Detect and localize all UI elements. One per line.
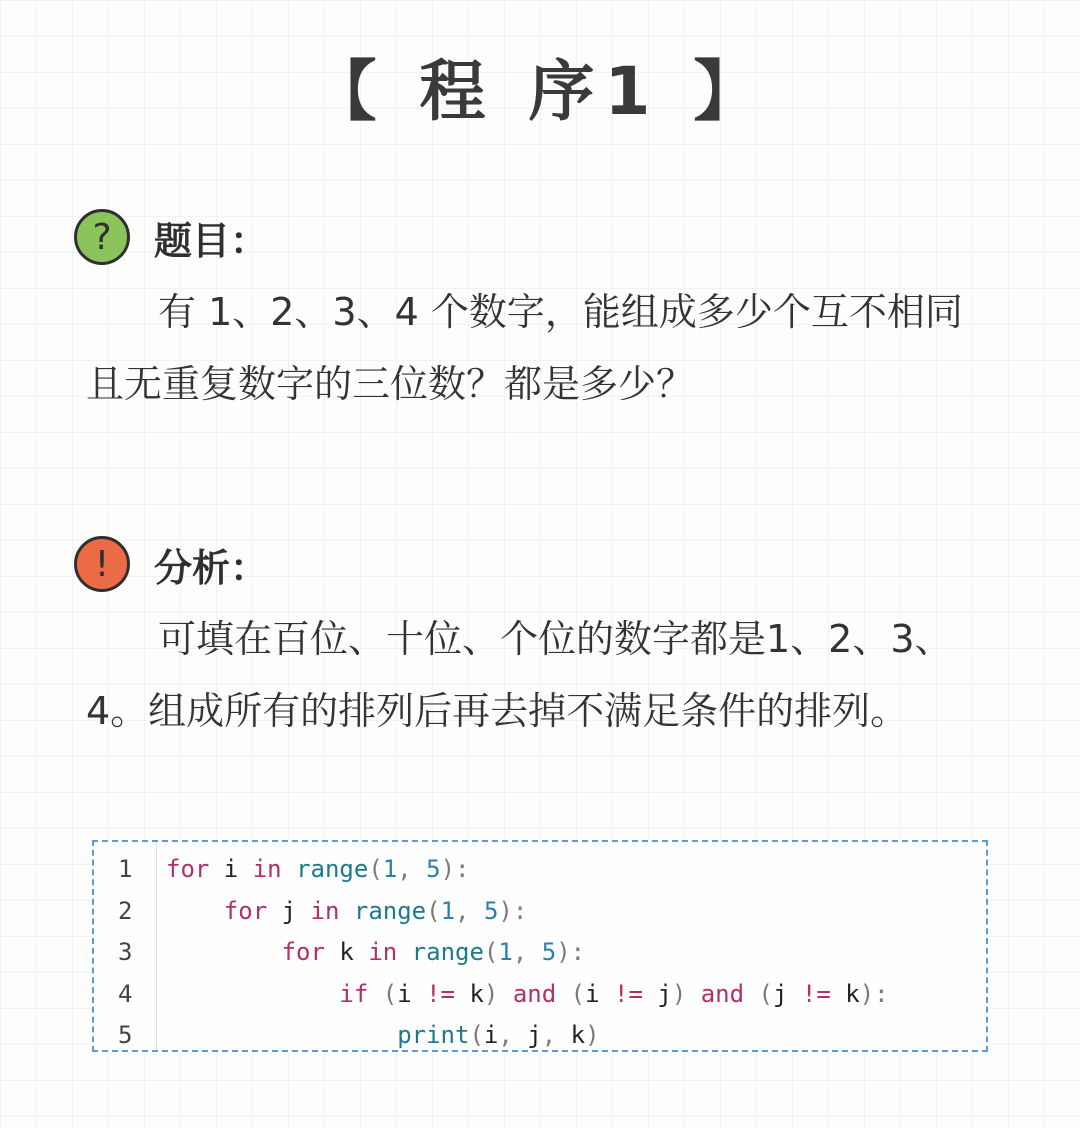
analysis-text: 可填在百位、十位、个位的数字都是1、2、3、4。组成所有的排列后再去掉不满足条件的排列。 [86,617,953,733]
question-header [74,206,268,268]
line-number: 3 [118,938,133,966]
code-gutter [156,842,157,1050]
code-text: if (i != k) and (i != j) and (j != k): [339,979,889,1008]
code-block [92,840,988,1052]
question-text: 有 1、2、3、4 个数字，能组成多少个互不相同且无重复数字的三位数？都是多少？ [86,290,963,406]
exclamation-icon: ! [74,536,130,592]
code-text: for i in range(1, 5): [166,855,470,883]
page-title: 【 程 序1 】 [310,53,770,130]
line-number: 2 [118,896,133,925]
analysis-header [74,533,268,595]
code-text: for j in range(1, 5): [223,896,528,925]
analysis-label: 分析： [154,545,269,590]
code-text: print(i, j, k) [397,1021,600,1049]
question-icon: ? [74,209,130,265]
line-number: 1 [118,855,133,883]
line-number: 4 [118,979,133,1008]
code-text: for k in range(1, 5): [281,938,586,966]
line-number: 5 [118,1021,133,1049]
question-label: 题目： [154,218,269,263]
